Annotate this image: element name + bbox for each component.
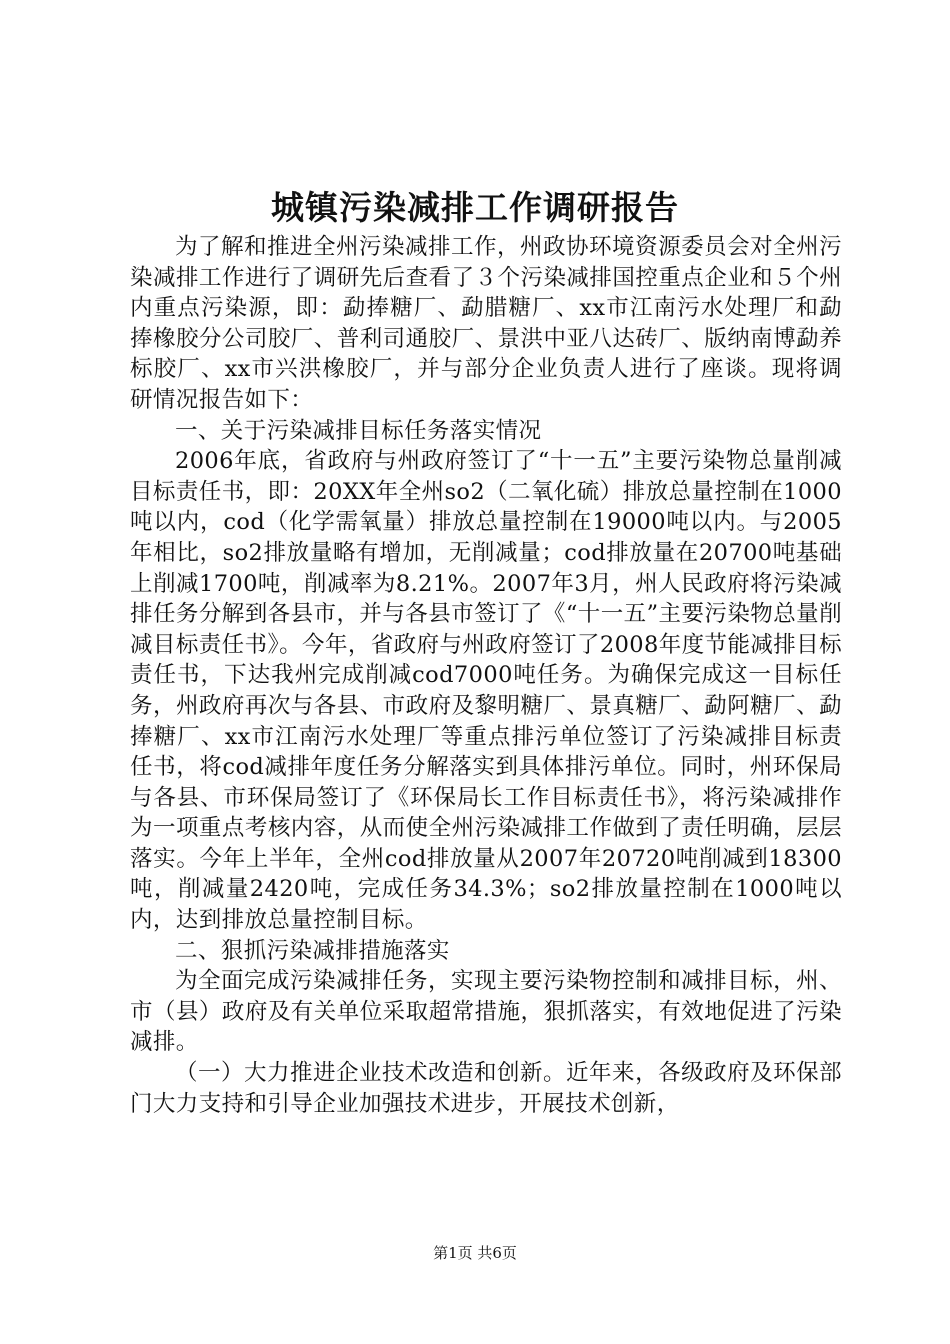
page-footer: 第1页 共6页: [433, 1244, 517, 1262]
section-heading-1: 一、关于污染减排目标任务落实情况: [175, 417, 542, 444]
paragraph-tech-innovation: （一）大力推进企业技术改造和创新。近年来，各级政府及环保部门大力支持和引导企业加强技术进步，开展技术创新，: [130, 1060, 842, 1117]
section-heading-2: 二、狠抓污染减排措施落实: [175, 937, 450, 964]
document-body: [130, 232, 842, 1119]
paragraph-targets: 2006年底，省政府与州政府签订了“十一五”主要污染物总量削减目标责任书，即：20XX年全州so2（二氧化硫）排放总量控制在1000吨以内，cod（化学需氧量）排放总量控制在19000吨以内。与2005年相比，so2排放量略有增加，无削减量；cod排放量在20700吨基础上削减1700吨，削减率为8.21%。2007年3月，州人民政府将污染减排任务分解到各县市，并与各县市签订了《“十一五”主要污染物总量削减目标责任书》。今年，省政府与州政府签订了2008年度节能减排目标责任书，下达我州完成削减cod7000吨任务。为确保完成这一目标任务，州政府再次与各县、市政府及黎明糖厂、景真糖厂、勐阿糖厂、勐捧糖厂、xx市江南污水处理厂等重点排污单位签订了污染减排目标责任书，将cod减排年度任务分解落实到具体排污单位。同时，州环保局与各县、市环保局签订了《环保局长工作目标责任书》，将污染减排作为一项重点考核内容，从而使全州污染减排工作做到了责任明确，层层落实。今年上半年，全州cod排放量从2007年20720吨削减到18300吨，削减量2420吨，完成任务34.3%；so2排放量控制在1000吨以内，达到排放总量控制目标。: [130, 448, 842, 934]
paragraph-measures: 为全面完成污染减排任务，实现主要污染物控制和减排目标，州、市（县）政府及有关单位采取超常措施，狠抓落实，有效地促进了污染减排。: [130, 968, 842, 1056]
document-title: 城镇污染减排工作调研报告: [271, 188, 679, 227]
paragraph-intro: 为了解和推进全州污染减排工作，州政协环境资源委员会对全州污染减排工作进行了调研先后查看了３个污染减排国控重点企业和５个州内重点污染源，即：勐捧糖厂、勐腊糖厂、xx市江南污水处理厂和勐捧橡胶分公司胶厂、普利司通胶厂、景洪中亚八达砖厂、版纳南博勐养标胶厂、xx市兴洪橡胶厂，并与部分企业负责人进行了座谈。现将调研情况报告如下：: [130, 234, 842, 413]
